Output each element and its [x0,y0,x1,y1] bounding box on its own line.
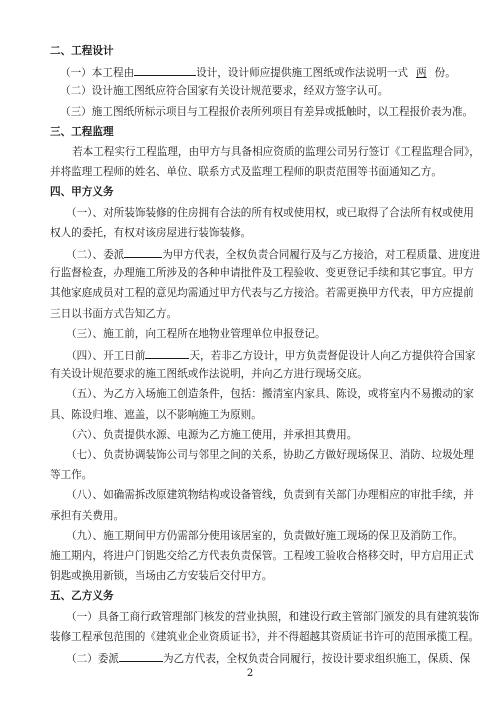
section-heading-party-a: 四、甲方义务 [50,186,114,199]
party-a-item-9: （九）、施工期间甲方仍需部分使用该居室的，负责做好施工现场的保卫及消防工作。 [66,529,464,542]
party-a-item-4-text-b: 天，若非乙方设计，甲方负责督促设计人向乙方提供符合国家 [189,350,476,362]
copies-count: 两 [416,67,427,80]
design-item-1-text-c: 份。 [434,67,456,80]
party-a-item-1-line-1: （一）、对所装饰装修的住房拥有合法的所有权或使用权，或已取得了合法所有权或使用 [66,206,474,219]
party-b-item-2-text-a: （二）委派 [66,653,119,665]
section-heading-party-b: 五、乙方义务 [50,590,114,603]
days-blank [145,347,189,359]
party-a-item-4-line-2: 有关设计规范要求的施工图纸或作法说明，并向乙方进行现场交底。 [50,368,368,381]
designer-blank [134,64,196,76]
party-a-item-2-text-b: 为甲方代表，全权负责合同履行及与乙方接洽，对工程质量、进度进 [162,249,481,261]
design-item-1-text-a: （一）本工程由 [60,67,135,80]
design-item-3: （三）施工图纸所标示项目与工程报价表所列项目有差异或抵触时，以工程报价表为准。 [60,105,474,118]
party-b-item-2-line-1 [66,650,470,666]
section-heading-supervision: 三、工程监理 [50,125,114,138]
design-item-2: （二）设计施工图纸应符合国家有关设计规范要求，经双方签字认可。 [60,85,389,98]
design-item-1-text-b: 设计，设计师应提供施工图纸或作法说明一式 [196,67,409,80]
party-a-item-5-line-1: （五）、为乙方入场施工创造条件，包括：搬清室内家具、陈设，或将室内不易搬动的家 [66,388,474,401]
party-a-item-8-line-2: 承担有关费用。 [50,509,125,522]
party-a-item-5-line-2: 具、陈设归堆、遮盖，以不影响施工为原则。 [50,408,262,421]
party-a-item-2-line-1 [66,246,480,262]
supervision-line-1: 若本工程实行工程监理，由甲方与具备相应资质的监理公司另行签订《工程监理合同》， [72,146,480,158]
party-a-rep-blank [124,246,162,258]
party-a-item-3: （三）、施工前，向工程所在地物业管理单位申报登记。 [66,327,326,340]
party-a-item-2-line-4: 三日以书面方式告知乙方。 [50,307,178,320]
party-a-item-2-line-2: 行监督检查，办理施工所涉及的各种申请批件及工程验收、变更登记手续和其它事宜。甲方 [50,267,474,280]
party-a-item-1-line-2: 权人的委托，有权对该房屋进行装饰装修。 [50,226,252,239]
page-number: 2 [246,668,254,679]
party-a-item-2-text-a: （二）、委派 [66,249,125,261]
party-a-item-7-line-1: （七）、负责协调装饰公司与邻里之间的关系，协助乙方做好现场保卫、消防、垃圾处理 [66,449,474,461]
party-a-item-4-line-1 [66,347,475,363]
party-b-item-1-line-2: 装修工程承包范围的《建筑业企业资质证书》，并不得超越其资质证书许可的范围承揽工程。 [50,630,480,643]
party-a-keys-line-1: 施工期内，将进户门钥匙交给乙方代表负责保管。工程竣工验收合格移交时，甲方启用正式 [50,550,474,562]
party-a-keys-line-2: 钥匙或换用新锁，当场由乙方安装后交付甲方。 [50,570,273,583]
supervision-line-2: 并将监理工程师的姓名、单位、联系方式及监理工程师的职责范围等书面通知乙方。 [50,166,442,179]
design-item-1 [60,64,456,80]
party-a-item-7-line-2: 等工作。 [50,469,93,482]
party-a-item-8-line-1: （八）、如确需拆改原建筑物结构或设备管线，负责到有关部门办理相应的审批手续，并 [66,489,474,502]
party-b-item-1-line-1: （一）具备工商行政管理部门核发的营业执照，和建设行政主管部门颁发的具有建筑装饰 [66,610,480,623]
party-b-rep-blank [119,650,163,662]
party-b-item-2-text-b: 为乙方代表，全权负责合同履行，按设计要求组织施工，保质、保 [162,653,471,665]
party-a-item-6: （六）、负责提供水源、电源为乙方施工使用，并承担其费用。 [66,428,358,441]
section-heading-design: 二、工程设计 [50,45,114,57]
party-a-item-4-text-a: （四）、开工日前 [66,350,146,362]
party-a-item-2-line-3: 其他家庭成员对工程的意见均需通过甲方代表与乙方接洽。若需更换甲方代表，甲方应提前 [50,287,474,300]
